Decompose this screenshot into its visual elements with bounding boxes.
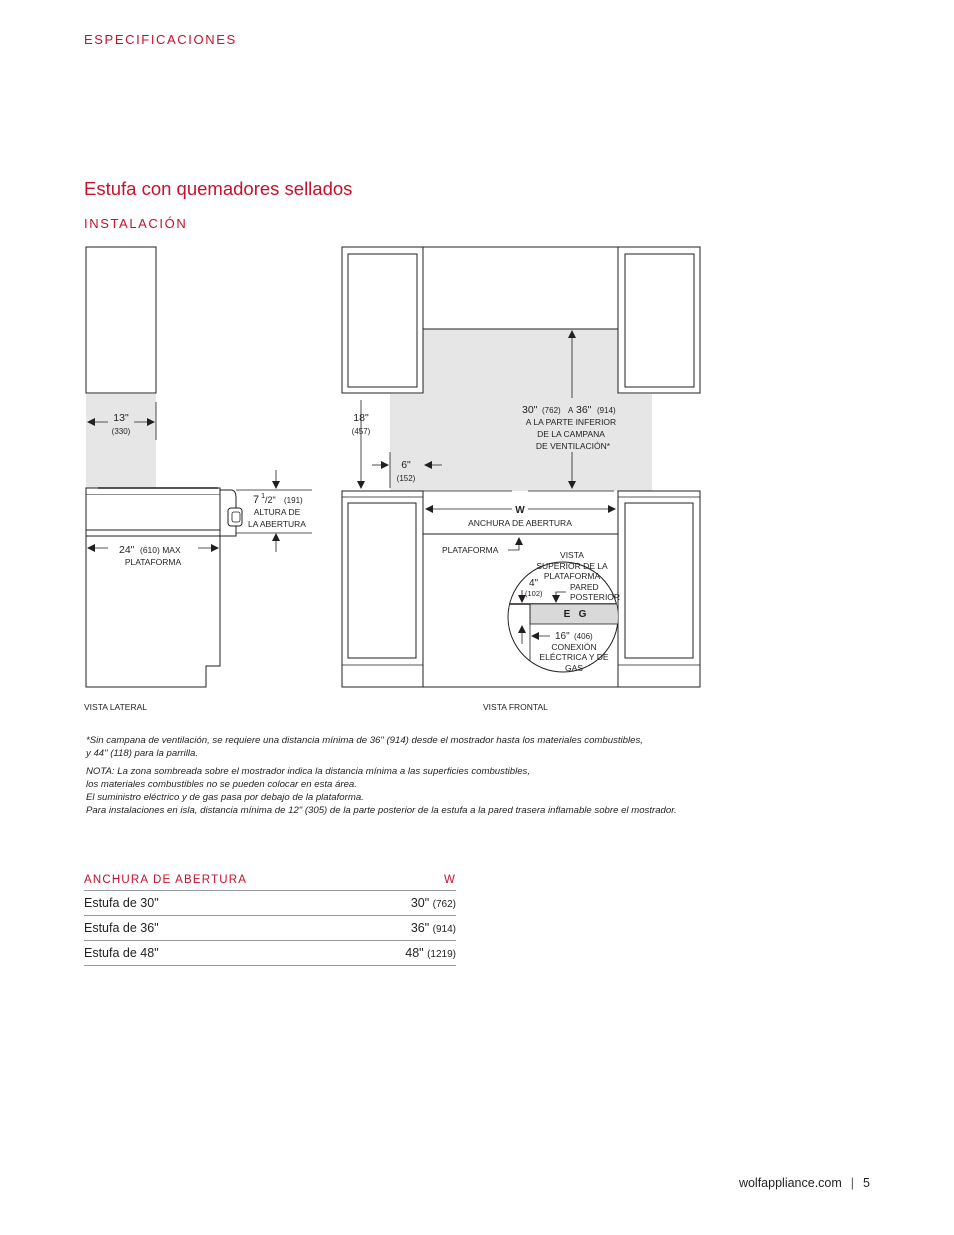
row-mm: (914) bbox=[432, 924, 456, 935]
note-4: los materiales combustibles no se pueden colocar en esta área. bbox=[86, 779, 357, 790]
front-plataforma: PLATAFORMA bbox=[442, 545, 499, 555]
note-1: *Sin campana de ventilación, se requiere una distancia mínima de 36" (914) desde el mostrador hasta los materiales combustibles, bbox=[86, 735, 643, 746]
note-5: El suministro eléctrico y de gas pasa por debajo de la plataforma. bbox=[86, 792, 364, 803]
side-view bbox=[84, 247, 312, 712]
pared-line-2: POSTERIOR bbox=[570, 592, 621, 602]
dim-6-mm: (152) bbox=[396, 474, 416, 483]
pared-line-1: PARED bbox=[570, 582, 599, 592]
dim-6: 6" bbox=[401, 459, 411, 471]
altura-line-1: ALTURA DE bbox=[253, 507, 301, 517]
dim-16: 16" bbox=[555, 631, 570, 642]
dim-16-mm: (406) bbox=[574, 632, 593, 641]
vista-line-1: VISTA bbox=[560, 550, 584, 560]
front-caption: VISTA FRONTAL bbox=[483, 702, 548, 712]
dim-4-mm: (102) bbox=[525, 589, 543, 598]
hood-line-1: A LA PARTE INFERIOR bbox=[525, 417, 617, 427]
dim-24: 24" bbox=[119, 544, 135, 556]
upper-cabinet-left bbox=[342, 247, 423, 393]
dim-13: 13" bbox=[113, 412, 129, 424]
row-value: 36" bbox=[410, 921, 430, 935]
table-header-label: ANCHURA DE ABERTURA bbox=[84, 870, 368, 891]
row-mm: (1219) bbox=[427, 949, 456, 960]
side-shaded-area bbox=[86, 394, 156, 490]
row-value: 30" bbox=[410, 896, 430, 910]
table-row bbox=[84, 941, 456, 966]
row-mm: (762) bbox=[432, 899, 456, 910]
row-label: Estufa de 48" bbox=[84, 941, 368, 966]
width-table bbox=[84, 870, 456, 966]
conexion-line-3: GAS bbox=[565, 663, 583, 673]
eg-label: E G bbox=[563, 609, 587, 620]
note-6: Para instalaciones en isla, distancia mínima de 12" (305) de la parte posterior de la estufa a la pared trasera inflamable sobre el mostrador. bbox=[86, 805, 677, 816]
table-row bbox=[84, 916, 456, 941]
hood-box bbox=[423, 247, 618, 329]
range-cooktop bbox=[86, 488, 220, 495]
table-header-w: W bbox=[368, 870, 456, 891]
dim-w: W bbox=[515, 505, 525, 516]
hood-line-3: DE VENTILACIÓN* bbox=[535, 441, 611, 451]
dim-30: 30" bbox=[522, 404, 538, 416]
dim-a: A bbox=[568, 406, 574, 415]
dim-18-mm: (457) bbox=[351, 427, 371, 436]
dim-7-frac: /2" bbox=[265, 495, 276, 505]
altura-line-2: LA ABERTURA bbox=[248, 519, 306, 529]
page-title: Estufa con quemadores sellados bbox=[84, 178, 353, 199]
note-3: NOTA: La zona sombreada sobre el mostrador indica la distancia mínima a las superficies combustibles, bbox=[86, 766, 531, 777]
front-view bbox=[342, 247, 700, 712]
row-value: 48" bbox=[405, 946, 424, 960]
side-plataforma: PLATAFORMA bbox=[124, 557, 182, 567]
table-row bbox=[84, 891, 456, 916]
vista-line-3: PLATAFORMA bbox=[543, 571, 601, 581]
footer-site: wolfappliance.com bbox=[738, 1176, 842, 1190]
note-2: y 44" (118) para la parrilla. bbox=[86, 748, 199, 759]
footer bbox=[739, 1176, 870, 1190]
conexion-line-2: ELÉCTRICA Y DE bbox=[539, 652, 609, 662]
dim-7-mm: (191) bbox=[284, 496, 303, 505]
dim-7: 7 bbox=[253, 494, 260, 506]
dim-13-mm: (330) bbox=[111, 427, 131, 436]
subsection-header: INSTALACIÓN bbox=[84, 216, 188, 231]
side-caption: VISTA LATERAL bbox=[84, 702, 147, 712]
dim-18: 18" bbox=[353, 412, 369, 424]
hood-line-2: DE LA CAMPANA bbox=[537, 429, 605, 439]
side-upper-cabinet bbox=[86, 247, 156, 393]
conexion-line-1: CONEXIÓN bbox=[551, 642, 597, 652]
section-header: ESPECIFICACIONES bbox=[84, 32, 237, 47]
row-label: Estufa de 36" bbox=[84, 916, 368, 941]
range-body bbox=[86, 495, 220, 687]
dim-7-sup: 1 bbox=[261, 491, 266, 500]
dim-36-mm: (914) bbox=[597, 406, 616, 415]
dim-24-mm: (610) MAX bbox=[140, 545, 181, 555]
dim-4: 4" bbox=[529, 578, 539, 589]
dim-30-mm: (762) bbox=[542, 406, 561, 415]
page-number: 5 bbox=[863, 1176, 870, 1190]
upper-cabinet-right bbox=[618, 247, 700, 393]
dim-36: 36" bbox=[576, 404, 592, 416]
vista-line-2: SUPERIOR DE LA bbox=[536, 561, 608, 571]
row-label: Estufa de 30" bbox=[84, 891, 368, 916]
detail-circle bbox=[505, 550, 625, 680]
footer-separator: | bbox=[850, 1176, 855, 1190]
anchura-label: ANCHURA DE ABERTURA bbox=[468, 518, 572, 528]
